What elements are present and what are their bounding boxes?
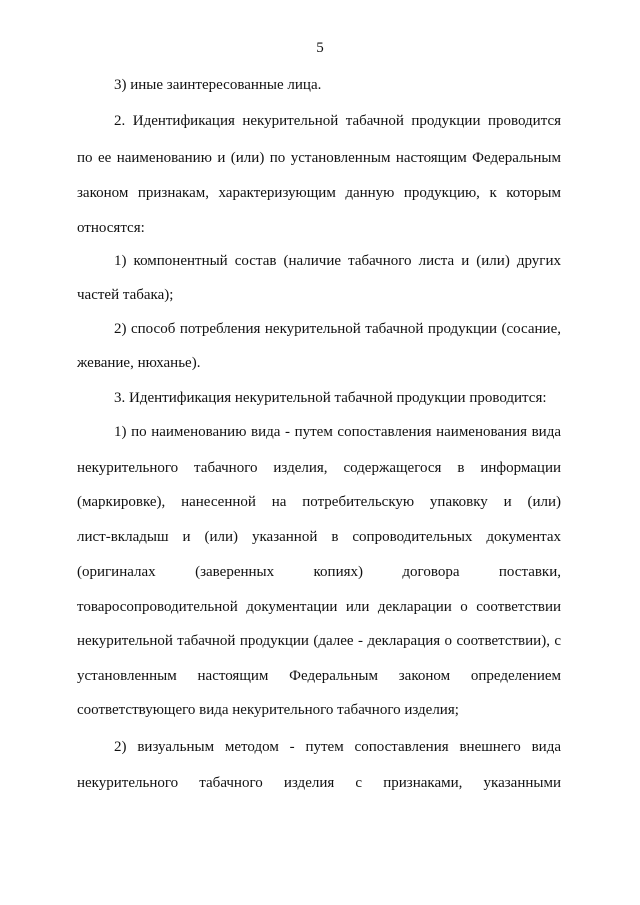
text-line: по ее наименованию и (или) по установленным настоящим Федеральным <box>77 150 561 166</box>
text-line: товаросопроводительной документации или декларации о соответствии <box>77 599 561 615</box>
text-line: лист-вкладыш и (или) указанной в сопроводительных документах <box>77 529 561 545</box>
text-line: 3) иные заинтересованные лица. <box>114 77 322 93</box>
page-number: 5 <box>316 40 324 56</box>
text-line: некурительной табачной продукции (далее - декларация о соответствии), с <box>77 633 561 649</box>
text-line: 3. Идентификация некурительной табачной продукции проводится: <box>114 390 547 406</box>
text-line: жевание, нюханье). <box>77 355 201 371</box>
text-line: некурительного табачного изделия, содержащегося в информации <box>77 460 561 476</box>
text-line: установленным настоящим Федеральным законом определением <box>77 668 561 684</box>
text-line: 2. Идентификация некурительной табачной продукции проводится <box>114 113 561 129</box>
text-line: (маркировке), нанесенной на потребительскую упаковку и (или) <box>77 494 561 510</box>
text-line: частей табака); <box>77 287 174 303</box>
text-line: 2) визуальным методом - путем сопоставления внешнего вида <box>114 739 561 755</box>
text-line: (оригиналах (заверенных копиях) договора поставки, <box>77 564 561 580</box>
text-line: соответствующего вида некурительного табачного изделия; <box>77 702 459 718</box>
text-line: 1) по наименованию вида - путем сопоставления наименования вида <box>114 424 561 440</box>
text-line: законом признакам, характеризующим данную продукцию, к которым <box>77 185 561 201</box>
text-line: относятся: <box>77 220 145 236</box>
text-line: 1) компонентный состав (наличие табачного листа и (или) других <box>114 253 561 269</box>
text-line: некурительного табачного изделия с признаками, указанными <box>77 775 561 791</box>
text-line: 2) способ потребления некурительной табачной продукции (сосание, <box>114 321 561 337</box>
